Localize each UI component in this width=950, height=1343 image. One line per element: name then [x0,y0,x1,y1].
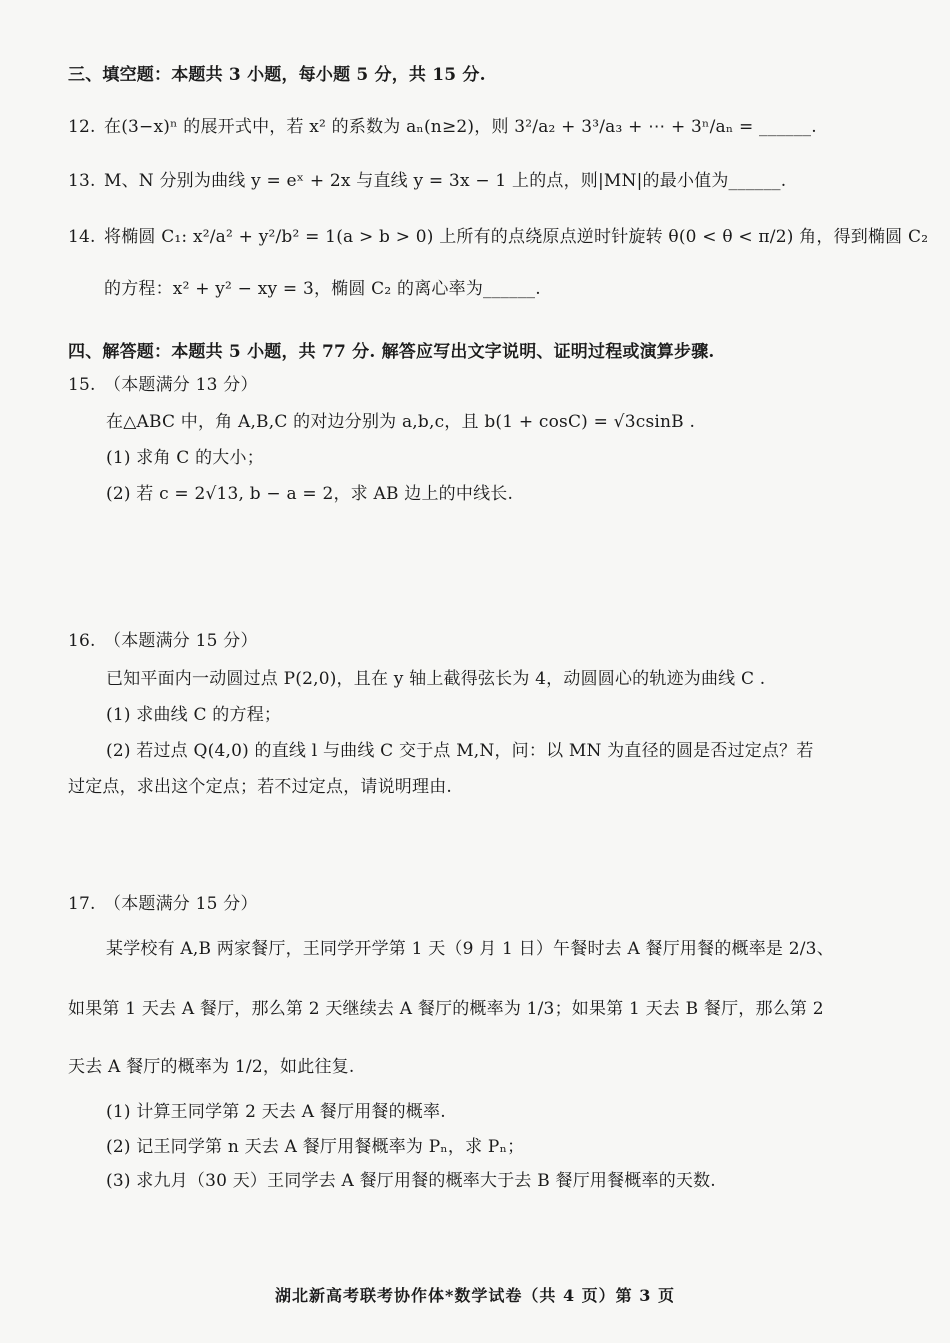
question-number: 16. [68,631,96,651]
question-16-part-1: (1) 求曲线 C 的方程； [106,705,282,725]
question-text: 在(3−x)ⁿ 的展开式中，若 x² 的系数为 aₙ(n≥2)，则 3²/a₂ + 3³/a₃ + ⋯ + 3ⁿ/aₙ = ______. [104,117,817,137]
question-17-stem-line-2: 如果第 1 天去 A 餐厅，那么第 2 天继续去 A 餐厅的概率为 1/3；如果第 1 天去 B 餐厅，那么第 2 [68,999,824,1019]
question-17-part-1: (1) 计算王同学第 2 天去 A 餐厅用餐的概率. [106,1102,446,1122]
question-15-stem: 在△ABC 中，角 A,B,C 的对边分别为 a,b,c，且 b(1 + cosC) = √3csinB . [106,412,696,432]
question-number: 13. [68,171,96,191]
question-17-header [68,893,258,915]
question-14-line-2: 的方程：x² + y² − xy = 3，椭圆 C₂ 的离心率为______. [104,279,541,299]
question-17-part-3: (3) 求九月（30 天）王同学去 A 餐厅用餐的概率大于去 B 餐厅用餐概率的天数. [106,1171,716,1191]
question-17-stem-line-1: 某学校有 A,B 两家餐厅，王同学开学第 1 天（9 月 1 日）午餐时去 A 餐厅用餐的概率是 2/3、 [106,939,834,959]
question-text-line-1: 将椭圆 C₁: x²/a² + y²/b² = 1(a > b > 0) 上所有的点绕原点逆时针旋转 θ(0 < θ < π/2) 角，得到椭圆 C₂ [104,227,929,247]
question-15-part-1: (1) 求角 C 的大小； [106,448,264,468]
page-footer: 湖北新高考联考协作体*数学试卷（共 4 页）第 3 页 [275,1286,675,1305]
question-17-part-2: (2) 记王同学第 n 天去 A 餐厅用餐概率为 Pₙ，求 Pₙ； [106,1137,525,1157]
section-4-heading: 四、解答题：本题共 5 小题，共 77 分. 解答应写出文字说明、证明过程或演算步骤. [68,342,715,362]
question-13 [68,170,786,192]
question-score: （本题满分 13 分） [104,375,258,395]
question-16-header [68,630,258,652]
section-3-heading: 三、填空题：本题共 3 小题，每小题 5 分，共 15 分. [68,65,486,85]
question-16-part-2-line-1: (2) 若过点 Q(4,0) 的直线 l 与曲线 C 交于点 M,N，问：以 MN 为直径的圆是否过定点？若 [106,741,814,761]
question-number: 12. [68,117,96,137]
question-score: （本题满分 15 分） [104,894,258,914]
question-number: 14. [68,227,96,247]
question-score: （本题满分 15 分） [104,631,258,651]
question-15-part-2: (2) 若 c = 2√13, b − a = 2，求 AB 边上的中线长. [106,484,514,504]
question-12 [68,116,817,138]
question-16-stem: 已知平面内一动圆过点 P(2,0)，且在 y 轴上截得弦长为 4，动圆圆心的轨迹为曲线 C . [106,669,766,689]
question-text: M、N 分别为曲线 y = eˣ + 2x 与直线 y = 3x − 1 上的点，则|MN|的最小值为______. [104,171,787,191]
question-14 [68,226,928,248]
question-17-stem-line-3: 天去 A 餐厅的概率为 1/2，如此往复. [68,1057,355,1077]
question-number: 17. [68,894,96,914]
question-number: 15. [68,375,96,395]
question-16-part-2-line-2: 过定点，求出这个定点；若不过定点，请说明理由. [68,777,453,797]
question-15-header [68,374,258,396]
